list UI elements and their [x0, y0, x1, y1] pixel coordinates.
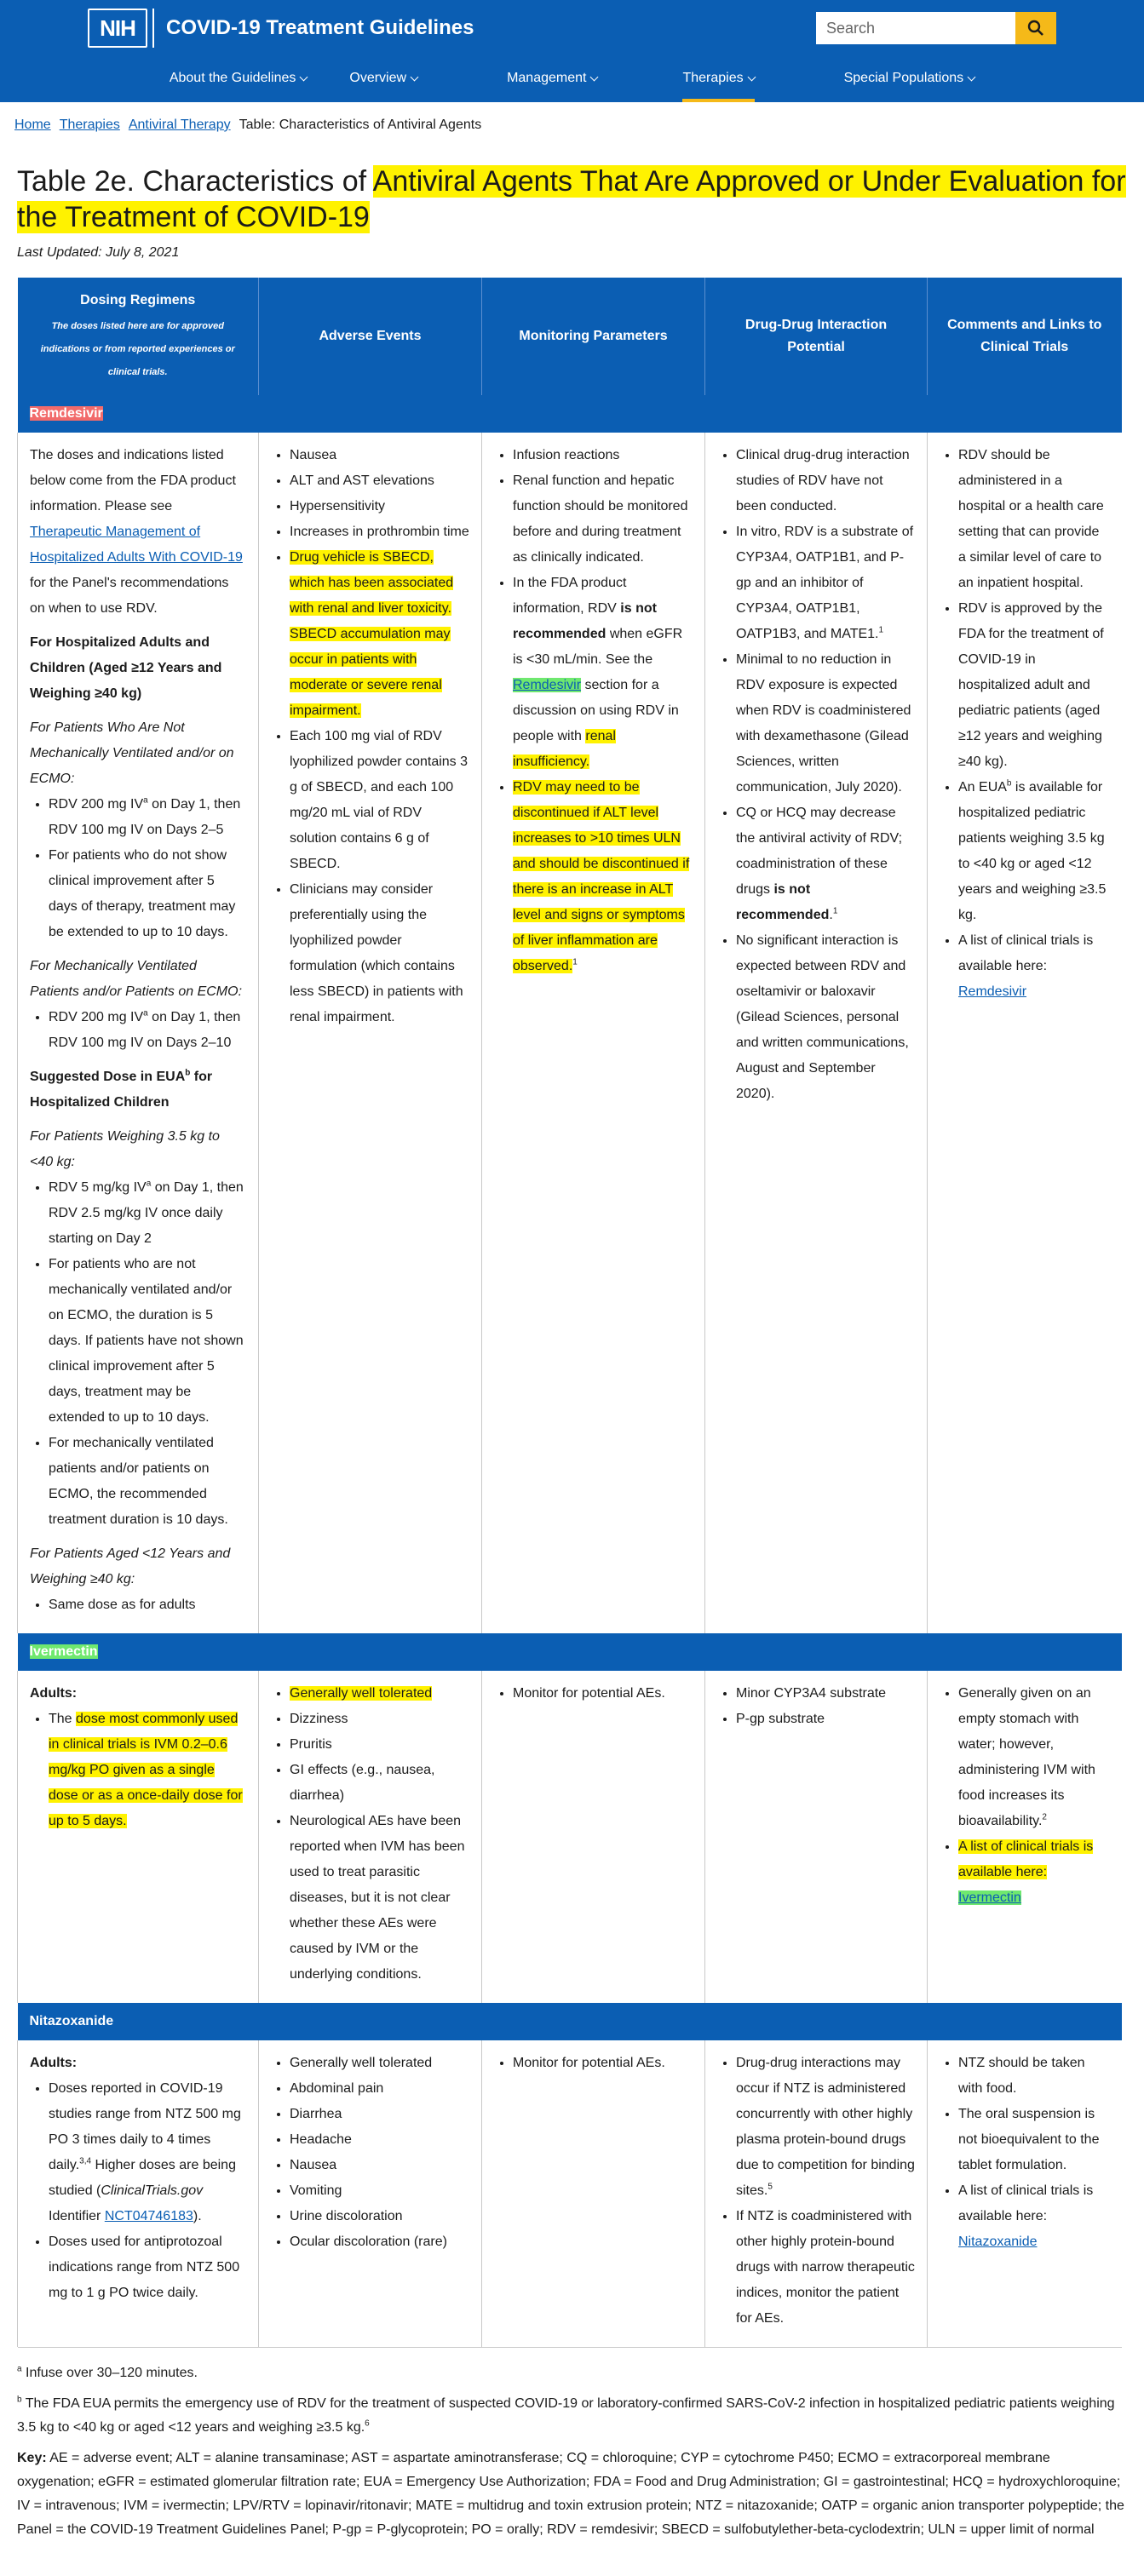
list-item — [49, 1005, 246, 1056]
text: Generally given on an empty stomach with water; however, administering IVM with food increases its bioavailability. — [958, 1686, 1095, 1828]
site-header — [0, 0, 1144, 102]
list-item: • Ocular discoloration (rare) — [290, 2229, 469, 2255]
nitazoxanide-dosing — [18, 2040, 259, 2347]
header-adverse-events: Adverse Events — [259, 278, 482, 395]
ivermectin-dosing — [18, 1671, 259, 2003]
text: section for a discussion on using RDV in people with — [513, 678, 679, 743]
ivermectin-adverse-events — [259, 1671, 482, 2003]
adults-heading: Adults: — [30, 2056, 78, 2070]
drug-name: Ivermectin — [29, 1644, 98, 1659]
list-item: • Nausea — [290, 2153, 469, 2178]
footnote-b — [17, 2392, 1127, 2440]
header-dosing-regimens — [18, 278, 259, 395]
dose-list — [30, 792, 246, 945]
page-title-highlight: Antiviral Agents That Are Approved or Under Evaluation for the Treatment of COVID-19 — [17, 165, 1126, 233]
drug-row-remdesivir — [18, 395, 1122, 433]
nav-label: Therapies — [682, 71, 744, 85]
ivermectin-monitoring — [482, 1671, 705, 2003]
list-item: • Doses used for antiprotozoal indications range from NTZ 500 mg to 1 g PO twice daily. — [49, 2229, 246, 2306]
list-item: • Headache — [290, 2127, 469, 2153]
footnote-marker: b — [17, 2395, 22, 2405]
breadcrumb-therapies[interactable]: Therapies — [59, 118, 120, 132]
list-item: • For mechanically ventilated patients and/or patients on ECMO, the recommended treatment duration is 10 days. — [49, 1431, 246, 1533]
comments-list — [940, 443, 1110, 1005]
therapeutic-management-link[interactable]: Therapeutic Management of Hospitalized Adults With COVID-19 — [30, 525, 243, 565]
list-item — [958, 928, 1110, 1005]
ddi-list — [717, 2051, 915, 2332]
nitazoxanide-ddi — [705, 2040, 928, 2347]
page-title — [0, 153, 1144, 235]
list-item: • Clinical drug-drug interaction studies of RDV have not been conducted. — [736, 443, 915, 519]
page-title-plain: Table 2e. Characteristics of — [17, 165, 367, 198]
list-item: • NTZ should be taken with food. — [958, 2051, 1110, 2102]
dosing-intro — [30, 443, 246, 622]
text: The doses and indications listed below come from the FDA product information. Please see — [30, 448, 236, 513]
nitazoxanide-adverse-events — [259, 2040, 482, 2347]
text: A list of clinical trials is available here: — [958, 933, 1094, 973]
list-item — [958, 775, 1110, 928]
adverse-list — [271, 443, 469, 1030]
search-input[interactable] — [816, 12, 1015, 44]
dose-list — [30, 2076, 246, 2306]
list-item — [736, 2051, 915, 2204]
text: RDV may need to be discontinued if ALT level increases to >10 times ULN and should be discontinued if there is an increase in ALT level and signs or symptoms of liver inflammation are observed. — [513, 780, 690, 973]
text: A list of clinical trials is available here: — [958, 2183, 1094, 2223]
list-item: • Infusion reactions — [513, 443, 693, 468]
footnote-ref[interactable]: a — [143, 1008, 148, 1018]
adults-heading: Adults: — [30, 1686, 78, 1701]
reference-ref[interactable]: 3,4 — [79, 2156, 92, 2166]
breadcrumb — [0, 102, 1144, 153]
header-drug-drug-interaction: Drug-Drug Interaction Potential — [705, 278, 928, 395]
reference-ref[interactable]: 1 — [832, 906, 838, 916]
nav-management[interactable] — [507, 58, 597, 102]
list-item: • P-gp substrate — [736, 1707, 915, 1732]
chevron-down-icon — [747, 72, 756, 81]
ivermectin-comments — [928, 1671, 1122, 2003]
text: ). — [193, 2209, 202, 2223]
list-item: • For patients who do not show clinical improvement after 5 days of therapy, treatment may be extended to up to 10 days. — [49, 843, 246, 945]
ivermectin-trials-link[interactable]: Ivermectin — [958, 1890, 1021, 1905]
list-item: • Abdominal pain — [290, 2076, 469, 2102]
text: Suggested Dose in EUA — [30, 1070, 186, 1084]
list-item: • RDV should be administered in a hospital or a health care setting that can provide a similar level of care to an inpatient hospital. — [958, 443, 1110, 596]
main-nav — [0, 58, 1144, 102]
breadcrumb-home[interactable]: Home — [14, 118, 51, 132]
breadcrumb-antiviral-therapy[interactable]: Antiviral Therapy — [128, 118, 231, 132]
list-item: • The oral suspension is not bioequivalent to the tablet formulation. — [958, 2102, 1110, 2178]
not-ventilated-heading: For Patients Who Are Not Mechanically Ventilated and/or on ECMO: — [30, 720, 234, 786]
text: CQ or HCQ may decrease the antiviral activity of RDV; coadministration of these drugs — [736, 806, 903, 897]
footnote-marker: a — [17, 2364, 22, 2374]
dose-list — [30, 1707, 246, 1834]
list-item: • Increases in prothrombin time — [290, 519, 469, 545]
footnote-ref[interactable]: a — [143, 795, 148, 806]
drug-row-nitazoxanide — [18, 2003, 1122, 2040]
text: A list of clinical trials is available here: — [958, 1839, 1094, 1879]
list-item: • Diarrhea — [290, 2102, 469, 2127]
list-item: • Monitor for potential AEs. — [513, 2051, 693, 2076]
footnote-ref[interactable]: b — [1006, 778, 1012, 789]
adverse-list — [271, 1681, 469, 1988]
text: Drug vehicle is SBECD, which has been associated with renal and liver toxicity. SBECD accumulation may occur in patients with moderate or severe renal impairment. — [290, 550, 454, 718]
list-item: • If NTZ is coadministered with other highly protein-bound drugs with narrow therapeutic indices, monitor the patient for AEs. — [736, 2204, 915, 2332]
text: Generally well tolerated — [290, 1686, 433, 1701]
list-item: • RDV is approved by the FDA for the treatment of COVID-19 in hospitalized adult and pediatric patients (aged ≥12 years and weighing ≥40 kg). — [958, 596, 1110, 775]
monitoring-list — [494, 1681, 693, 1707]
list-item: • Each 100 mg vial of RDV lyophilized powder contains 3 g of SBECD, and each 100 mg/20 mL vial of RDV solution contains 6 g of SBECD. — [290, 724, 469, 877]
nav-label: Management — [507, 71, 587, 85]
remdesivir-ddi — [705, 433, 928, 1633]
chevron-down-icon — [300, 72, 308, 81]
ddi-list — [717, 1681, 915, 1732]
logo-divider — [152, 9, 154, 48]
ddi-list — [717, 443, 915, 1107]
list-item: • Renal function and hepatic function should be monitored before and during treatment as clinically indicated. — [513, 468, 693, 571]
nav-label: Special Populations — [843, 71, 964, 85]
comments-list — [940, 2051, 1110, 2255]
eua-heading — [30, 1064, 246, 1116]
comments-list — [940, 1681, 1110, 1911]
text: Key: — [17, 2451, 47, 2465]
drug-name: Remdesivir — [29, 406, 103, 421]
drug-row-ivermectin — [18, 1633, 1122, 1671]
chevron-down-icon — [590, 72, 599, 81]
text: Identifier — [49, 2209, 105, 2223]
list-item: • Pruritis — [290, 1732, 469, 1758]
table-row — [18, 433, 1122, 1633]
list-item: • Generally well tolerated — [290, 2051, 469, 2076]
list-item — [49, 2076, 246, 2229]
drug-name: Nitazoxanide — [29, 2014, 114, 2028]
list-item — [290, 545, 469, 724]
ivermectin-ddi — [705, 1671, 928, 2003]
search-icon — [1027, 20, 1044, 37]
text: An EUA — [958, 780, 1007, 795]
list-item: • Nausea — [290, 443, 469, 468]
monitoring-list — [494, 443, 693, 979]
ventilated-heading: For Mechanically Ventilated Patients and/or Patients on ECMO: — [30, 959, 243, 999]
text: renal insufficiency. — [513, 729, 616, 769]
header-dosing-label: Dosing Regimens — [80, 292, 196, 307]
remdesivir-trials-link[interactable]: Remdesivir — [958, 984, 1027, 999]
nav-about-the-guidelines[interactable] — [170, 58, 308, 102]
adults-heading: For Hospitalized Adults and Children (Aged ≥12 Years and Weighing ≥40 kg) — [30, 635, 222, 701]
text: The — [49, 1712, 72, 1726]
list-item: • Minimal to no reduction in RDV exposure is expected when RDV is coadministered with dexamethasone (Gilead Sciences, written communication, July 2020). — [736, 647, 915, 800]
table-row — [18, 1671, 1122, 2003]
reference-ref[interactable]: 2 — [1042, 1812, 1047, 1822]
nitazoxanide-trials-link[interactable]: Nitazoxanide — [958, 2235, 1038, 2249]
reference-ref[interactable]: 1 — [878, 625, 884, 635]
header-monitoring-parameters: Monitoring Parameters — [482, 278, 705, 395]
list-item: • No significant interaction is expected between RDV and oseltamivir or baloxavir (Gilead Sciences, personal and written communications, August and September 2020). — [736, 928, 915, 1107]
list-item: • Vomiting — [290, 2178, 469, 2204]
text: dose most commonly used in clinical trials is IVM 0.2–0.6 mg/kg PO given as a single dose or as a once-daily dose for up to 5 days. — [49, 1712, 243, 1828]
list-item: • ALT and AST elevations — [290, 468, 469, 494]
nav-therapies[interactable] — [682, 58, 754, 102]
list-item — [49, 1175, 246, 1252]
dose-list — [30, 1592, 246, 1618]
remdesivir-comments — [928, 433, 1122, 1633]
weighing-heading: For Patients Weighing 3.5 kg to <40 kg: — [30, 1129, 220, 1169]
list-item: • Clinicians may consider preferentially using the lyophilized powder formulation (which contains less SBECD) in patients with renal impairment. — [290, 877, 469, 1030]
text: In vitro, RDV is a substrate of CYP3A4, OATP1B1, and P-gp and an inhibitor of CYP3A4, OATP1B1, OATP1B3, and MATE1. — [736, 525, 914, 641]
nih-logo-mark: NIH — [88, 9, 147, 48]
list-item — [513, 571, 693, 775]
text: Infuse over 30–120 minutes. — [26, 2366, 198, 2380]
text: Drug-drug interactions may occur if NTZ is administered concurrently with other highly plasma protein-bound drugs due to competition for binding sites. — [736, 2056, 915, 2198]
list-item: • GI effects (e.g., nausea, diarrhea) — [290, 1758, 469, 1809]
nav-label: About the Guidelines — [169, 71, 296, 85]
search-button[interactable] — [1015, 12, 1056, 44]
reference-ref[interactable]: 5 — [767, 2182, 773, 2192]
footnote-ref[interactable]: b — [185, 1068, 191, 1078]
footnote-a — [17, 2361, 1127, 2385]
remdesivir-adverse-events — [259, 433, 482, 1633]
adverse-list — [271, 2051, 469, 2255]
header-dosing-note: The doses listed here are for approved indications or from reported experiences or clinical trials. — [40, 320, 235, 377]
site-title[interactable]: COVID-19 Treatment Guidelines — [166, 16, 474, 39]
nitazoxanide-comments — [928, 2040, 1122, 2347]
list-item: • Same dose as for adults — [49, 1592, 246, 1618]
footnotes — [0, 2348, 1144, 2542]
list-item: • For patients who are not mechanically ventilated and/or on ECMO, the duration is 5 days. If patients have not shown clinical improvement after 5 days, treatment may be extended to up to 10 days. — [49, 1252, 246, 1431]
list-item — [513, 775, 693, 979]
remdesivir-section-link[interactable]: Remdesivir — [513, 678, 582, 692]
nav-overview[interactable] — [349, 58, 417, 102]
header-comments: Comments and Links to Clinical Trials — [928, 278, 1122, 395]
text: RDV 5 mg/kg IV — [49, 1180, 147, 1195]
list-item: • Monitor for potential AEs. — [513, 1681, 693, 1707]
nav-special-populations[interactable] — [844, 58, 975, 102]
reference-ref[interactable]: 6 — [365, 2418, 370, 2429]
aged-heading: For Patients Aged <12 Years and Weighing ≥40 kg: — [30, 1546, 231, 1586]
table-row — [18, 2040, 1122, 2347]
last-updated: Last Updated: July 8, 2021 — [17, 245, 180, 260]
nitazoxanide-monitoring — [482, 2040, 705, 2347]
footnote-ref[interactable]: a — [146, 1179, 152, 1189]
remdesivir-dosing — [18, 433, 259, 1633]
text: Doses reported in COVID-19 studies range from NTZ 500 mg PO 3 times daily to 4 times daily. — [49, 2081, 241, 2172]
text: RDV 200 mg IV — [49, 797, 144, 812]
monitoring-list — [494, 2051, 693, 2076]
list-item — [290, 1681, 469, 1707]
list-item — [736, 519, 915, 647]
text: is not recommended — [513, 601, 657, 641]
text: Higher doses are being studied ( — [49, 2158, 236, 2198]
list-item: • Urine discoloration — [290, 2204, 469, 2229]
reference-ref[interactable]: 1 — [572, 957, 578, 967]
nct-identifier-link[interactable]: NCT04746183 — [104, 2209, 193, 2223]
list-item — [49, 792, 246, 843]
text: on Day 1, then RDV 100 mg IV on Days 2–10 — [49, 1010, 241, 1050]
text: is not recommended — [736, 882, 830, 922]
search-form — [816, 12, 1056, 44]
text: when eGFR is <30 mL/min. See the — [513, 627, 683, 667]
list-item: • Hypersensitivity — [290, 494, 469, 519]
text: The FDA EUA permits the emergency use of RDV for the treatment of suspected COVID-19 or laboratory-confirmed SARS-CoV-2 infection in hospitalized pediatric patients weighing 3.5 kg to <40 kg or aged <12 years and weighing ≥3.5 kg. — [17, 2396, 1115, 2435]
list-item: • Minor CYP3A4 substrate — [736, 1681, 915, 1707]
text: on Day 1, then RDV 100 mg IV on Days 2–5 — [49, 797, 241, 837]
text: In the FDA product information, RDV — [513, 576, 627, 616]
dose-list — [30, 1005, 246, 1056]
text: on Day 1, then RDV 2.5 mg/kg IV once daily starting on Day 2 — [49, 1180, 244, 1246]
list-item — [958, 1834, 1110, 1911]
list-item: • Neurological AEs have been reported when IVM has been used to treat parasitic diseases, but it is not clear whether these AEs were caused by IVM or the underlying conditions. — [290, 1809, 469, 1988]
nih-logo[interactable] — [88, 9, 474, 48]
list-item — [958, 1681, 1110, 1834]
list-item — [958, 2178, 1110, 2255]
text: ClinicalTrials.gov — [101, 2183, 204, 2198]
chevron-down-icon — [968, 72, 976, 81]
text: for the Panel's recommendations on when to use RDV. — [30, 576, 229, 616]
text: AE = adverse event; ALT = alanine transaminase; AST = aspartate aminotransferase; CQ = chloroquine; CYP = cytochrome P450; ECMO = extracorporeal membrane oxygenation; eGFR = estimated glomerular filtration rate; EUA = Emergency Use Authorization; FDA = Food and Drug Administration; GI = gastrointestinal; HCQ = hydroxychloroquine; IV = intravenous; IVM = ivermectin; LPV/RTV = lopinavir/ritonavir; MATE = multidrug and toxin extrusion protein; NTZ = nitazoxanide; OATP = organic anion transporter polypeptide; the Panel = the COVID-19 Treatment Guidelines Panel; P-gp = P-glycoprotein; PO = orally; RDV = remdesivir; SBECD = sulfobutylether-beta-cyclodextrin; ULN = upper limit of normal — [17, 2451, 1124, 2537]
nav-label: Overview — [349, 71, 407, 85]
abbreviation-key — [17, 2447, 1127, 2542]
list-item: • Dizziness — [290, 1707, 469, 1732]
text: RDV 200 mg IV — [49, 1010, 144, 1024]
list-item — [49, 1707, 246, 1834]
text: is available for hospitalized pediatric patients weighing 3.5 kg to <40 kg or aged <12 years and weighing ≥3.5 kg. — [958, 780, 1107, 922]
breadcrumb-current: Table: Characteristics of Antiviral Agents — [239, 118, 482, 132]
chevron-down-icon — [411, 72, 419, 81]
list-item: • CQ or HCQ may decrease the antiviral activity of RDV; coadministration of these drugs is not recommended.$^1$ — [736, 800, 915, 928]
dose-list — [30, 1175, 246, 1533]
antiviral-agents-table — [17, 278, 1122, 2348]
text: for Hospitalized Children — [30, 1070, 213, 1110]
remdesivir-monitoring — [482, 433, 705, 1633]
